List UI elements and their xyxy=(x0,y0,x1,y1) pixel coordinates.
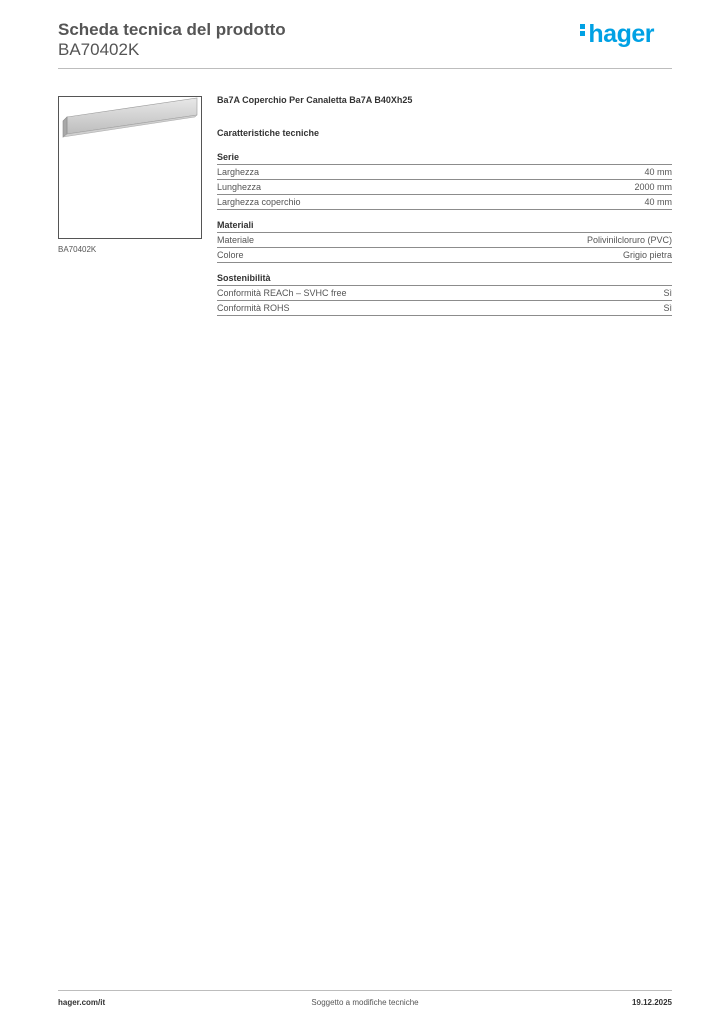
footer-divider xyxy=(58,990,672,991)
spec-value: 40 mm xyxy=(644,197,672,207)
footer-notice: Soggetto a modifiche tecniche xyxy=(311,998,419,1007)
spec-value: Sì xyxy=(663,303,672,313)
footer-date: 19.12.2025 xyxy=(631,998,672,1007)
spec-group-materiali xyxy=(217,220,672,263)
spec-content xyxy=(217,95,672,326)
cable-cover-icon xyxy=(59,97,201,238)
spec-label: Materiale xyxy=(217,235,255,245)
image-caption: BA70402K xyxy=(58,245,97,254)
spec-label: Larghezza xyxy=(217,167,260,177)
spec-value: Polivinilcloruro (PVC) xyxy=(586,235,672,245)
spec-value: 2000 mm xyxy=(634,182,672,192)
page-header xyxy=(58,20,672,68)
spec-label: Conformità REACh – SVHC free xyxy=(217,288,347,298)
group-title: Materiali xyxy=(217,220,672,233)
logo-dots-icon xyxy=(580,22,585,38)
product-name: Ba7A Coperchio Per Canaletta Ba7A B40Xh25 xyxy=(217,95,413,105)
spec-row xyxy=(217,195,672,210)
group-title: Sostenibilità xyxy=(217,273,672,286)
spec-row xyxy=(217,301,672,316)
spec-label: Conformità ROHS xyxy=(217,303,290,313)
spec-row xyxy=(217,180,672,195)
document-code: BA70402K xyxy=(58,40,140,59)
section-title: Caratteristiche tecniche xyxy=(217,128,320,138)
spec-value: 40 mm xyxy=(644,167,672,177)
logo-text: hager xyxy=(588,20,654,48)
group-title: Serie xyxy=(217,152,672,165)
spec-row xyxy=(217,248,672,263)
spec-row xyxy=(217,233,672,248)
document-title: Scheda tecnica del prodotto xyxy=(58,20,286,39)
spec-row xyxy=(217,286,672,301)
spec-group-sostenibilita xyxy=(217,273,672,316)
footer-website-link[interactable]: hager.com/it xyxy=(58,998,106,1007)
spec-label: Larghezza coperchio xyxy=(217,197,301,207)
hager-logo xyxy=(580,20,654,49)
spec-value: Sì xyxy=(663,288,672,298)
header-divider xyxy=(58,68,672,69)
spec-value: Grigio pietra xyxy=(622,250,672,260)
spec-group-serie xyxy=(217,152,672,210)
spec-row xyxy=(217,165,672,180)
spec-label: Colore xyxy=(217,250,244,260)
spec-label: Lunghezza xyxy=(217,182,262,192)
product-image xyxy=(58,96,202,239)
